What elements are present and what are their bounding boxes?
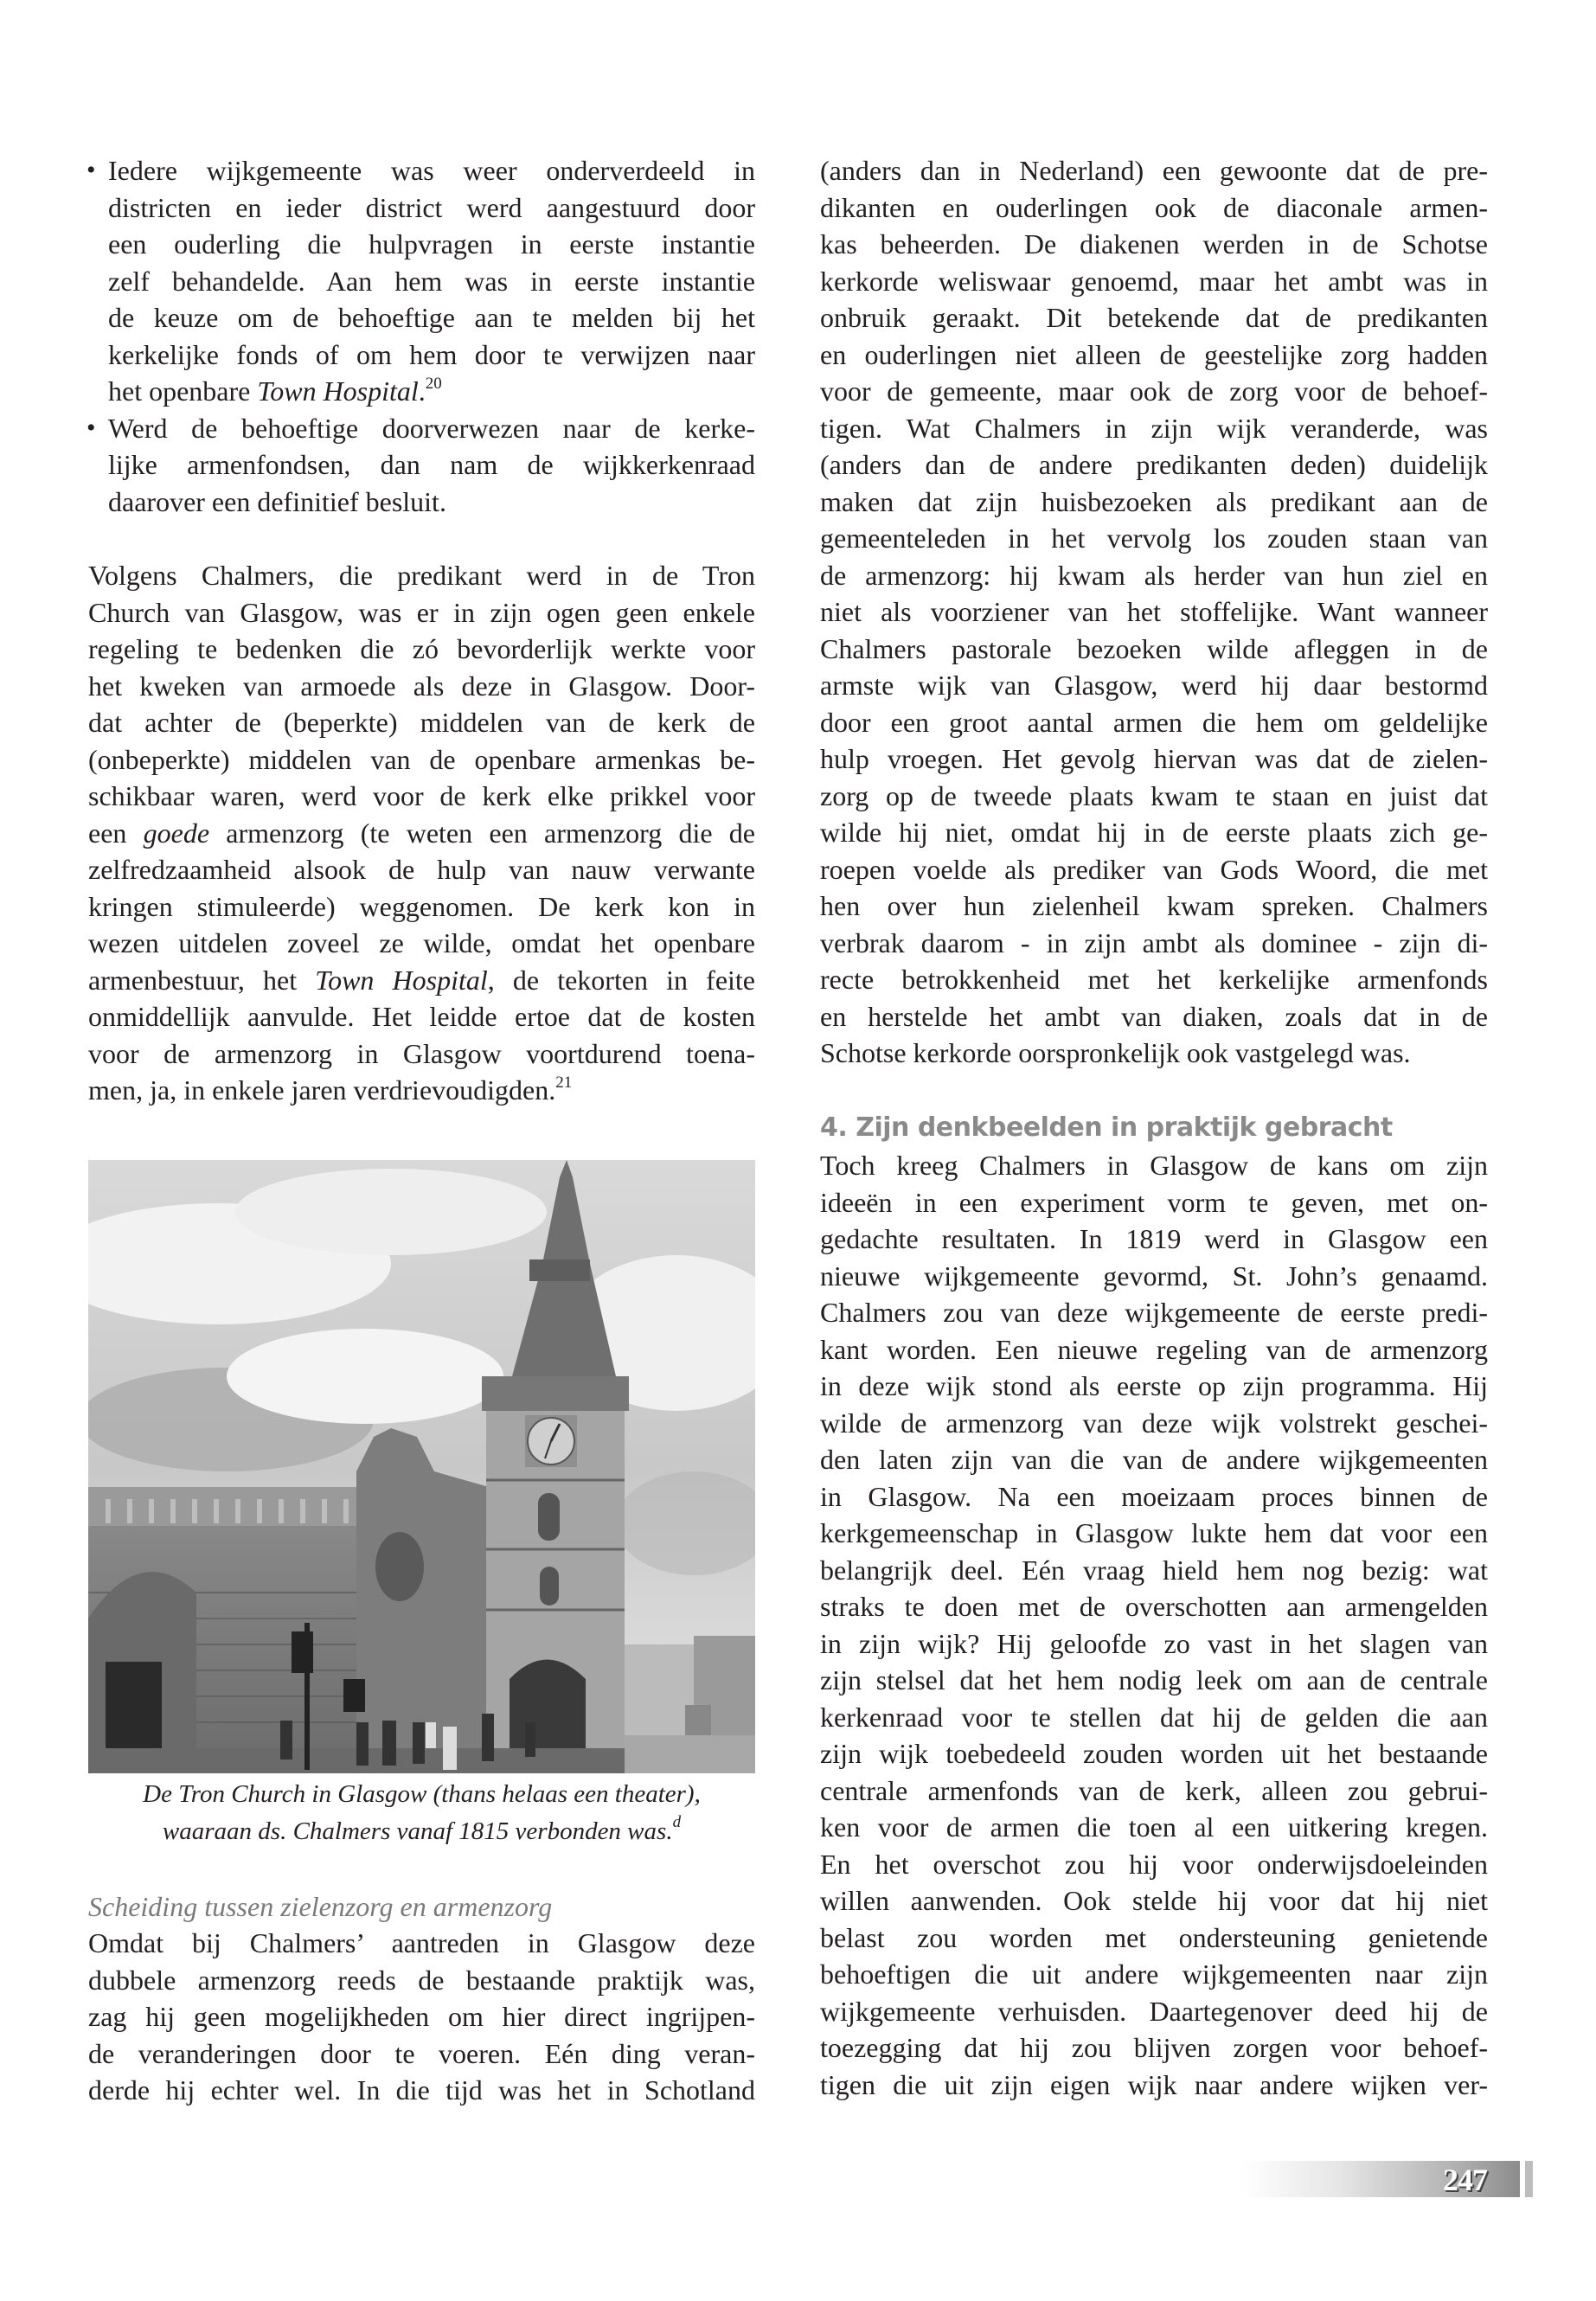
text-line: wezen uitdelen zoveel ze wilde, omdat het openbare bbox=[88, 927, 755, 958]
text-line: Chalmers pastorale bezoeken wilde afleggen in de bbox=[820, 632, 1488, 664]
text-line: hen over hun zielenheil kwam spreken. Chalmers bbox=[820, 890, 1488, 921]
text-line: wilde de armenzorg van deze wijk volstrekt geschei- bbox=[820, 1407, 1488, 1439]
text-line: verbrak daarom - in zijn ambt als dominee - zijn di- bbox=[820, 926, 1488, 958]
text-line: zorg op de tweede plaats kwam te staan en juist dat bbox=[820, 779, 1488, 811]
text-line: kerkorde weliswaar genoemd, maar het ambt was in bbox=[820, 265, 1488, 297]
text-line: (anders dan in Nederland) een gewoonte dat de pre- bbox=[820, 155, 1488, 186]
text-line: kringen stimuleerde) weggenomen. De kerk kon in bbox=[88, 890, 755, 922]
text-line: in Glasgow. Na een moeizaam proces binnen de bbox=[820, 1480, 1488, 1512]
text-line: Omdat bij Chalmers’ aantreden in Glasgow deze bbox=[88, 1927, 755, 1958]
text-line: kas beheerden. De diakenen werden in de Schotse bbox=[820, 228, 1488, 260]
text-line: onmiddellijk aanvulde. Het leidde ertoe dat de kosten bbox=[88, 1001, 755, 1032]
text-line: willen aanwenden. Ook stelde hij voor dat hij niet bbox=[820, 1885, 1488, 1916]
text-line: (onbeperkte) middelen van de openbare armenkas be- bbox=[88, 743, 755, 775]
text-line: nieuwe wijkgemeente gevormd, St. John’s genaamd. bbox=[820, 1259, 1488, 1292]
text-line: belangrijk deel. Eén vraag hield hem nog bezig: wat bbox=[820, 1554, 1488, 1586]
text-line: onbruik geraakt. Dit betekende dat de predikanten bbox=[820, 302, 1488, 333]
text-line bbox=[88, 815, 755, 852]
text-line: voor de armenzorg in Glasgow voortdurend toena- bbox=[88, 1037, 755, 1069]
text-line: belast zou worden met ondersteuning genietende bbox=[820, 1921, 1488, 1953]
text-line: ken voor de armen die toen al een uitkering kregen. bbox=[820, 1811, 1488, 1843]
text-line: behoeftigen die uit andere wijkgemeenten naar zijn bbox=[820, 1958, 1488, 1990]
italic-text: goede bbox=[143, 817, 210, 849]
text-line: En het overschot zou hij voor onderwijsdoeleinden bbox=[820, 1848, 1488, 1880]
text-line: dat achter de (beperkte) middelen van de kerk de bbox=[88, 707, 755, 738]
text-line: en herstelde het ambt van diaken, zoals dat in de bbox=[820, 1000, 1488, 1032]
text-line: Church van Glasgow, was er in zijn ogen geen enkele bbox=[88, 596, 755, 628]
text-line bbox=[88, 1813, 755, 1850]
text-line: maken dat zijn huisbezoeken als predikant aan de bbox=[820, 485, 1488, 517]
text-line: kant worden. Een nieuwe regeling van de armenzorg bbox=[820, 1333, 1488, 1365]
text-line: lijke armenfondsen, dan nam de wijkkerkenraad bbox=[108, 449, 755, 480]
italic-text: Town Hospital bbox=[315, 964, 488, 996]
text-line: ideeën in een experiment vorm te geven, met on- bbox=[820, 1186, 1488, 1218]
text-segment: armenzorg (te weten een armenzorg die de bbox=[209, 817, 756, 849]
bullet-icon: • bbox=[87, 156, 96, 184]
paragraph bbox=[820, 1147, 1488, 2103]
text-line: districten en ieder district werd aangestuurd door bbox=[108, 191, 755, 223]
section-subheading: Scheiding tussen zielenzorg en armenzorg bbox=[88, 1891, 553, 1922]
text-line: de armenzorg: hij kwam als herder van hun ziel en bbox=[820, 559, 1488, 591]
text-line: Chalmers zou van deze wijkgemeente de eerste predi- bbox=[820, 1297, 1488, 1328]
text-line: Schotse kerkorde oorspronkelijk ook vastgelegd was. bbox=[820, 1037, 1411, 1068]
text-line: Volgens Chalmers, die predikant werd in de Tron bbox=[88, 560, 755, 591]
text-line: het kweken van armoede als deze in Glasgow. Door- bbox=[88, 670, 755, 702]
text-line: dubbele armenzorg reeds de bestaande praktijk was, bbox=[88, 1964, 755, 1996]
text-line: hulp vroegen. Het gevolg hiervan was dat de zielen- bbox=[820, 743, 1488, 774]
text-line: daarover een definitief besluit. bbox=[108, 485, 446, 517]
italic-text: Town Hospital bbox=[257, 375, 419, 407]
text-line: kerkgemeenschap in Glasgow lukte hem dat voor een bbox=[820, 1517, 1488, 1548]
text-line: tigen die uit zijn eigen wijk naar andere wijken ver- bbox=[820, 2068, 1488, 2100]
text-line: roepen voelde als prediker van Gods Woord, die met bbox=[820, 853, 1488, 885]
photo-image bbox=[88, 1160, 755, 1773]
text-line: dikanten en ouderlingen ook de diaconale armen- bbox=[820, 191, 1488, 223]
paragraph bbox=[88, 557, 755, 1109]
page-number-bar bbox=[1241, 2161, 1520, 2197]
text-line: een ouderling die hulpvragen in eerste instantie bbox=[108, 228, 755, 260]
text-line: Toch kreeg Chalmers in Glasgow de kans om zijn bbox=[820, 1150, 1488, 1181]
text-line: de veranderingen door te voeren. Eén ding veran- bbox=[88, 2037, 755, 2069]
text-line: recte betrokkenheid met het kerkelijke armenfonds bbox=[820, 964, 1488, 995]
text-line: derde hij echter wel. In die tijd was het in Schotland bbox=[88, 2074, 755, 2106]
text-line: kerkelijke fonds of om hem door te verwijzen naar bbox=[108, 338, 755, 370]
tron-church-photo bbox=[88, 1160, 755, 1773]
footnote-ref: d bbox=[672, 1812, 682, 1831]
page-number: 247 bbox=[1443, 2163, 1487, 2197]
text-line: zelf behandelde. Aan hem was in eerste instantie bbox=[108, 265, 755, 297]
text-segment: het openbare bbox=[108, 375, 258, 407]
page-edge-tab bbox=[1525, 2161, 1533, 2197]
text-line: regeling te bedenken die zó bevorderlijk werkte voor bbox=[88, 633, 755, 664]
text-line: gemeenteleden in het vervolg los zouden staan van bbox=[820, 522, 1488, 554]
section-heading: 4. Zijn denkbeelden in praktijk gebracht bbox=[820, 1112, 1393, 1143]
text-line: tigen. Wat Chalmers in zijn wijk veranderde, was bbox=[820, 412, 1488, 444]
paragraph bbox=[88, 1925, 755, 2109]
text-segment: . bbox=[418, 375, 426, 407]
text-segment: waaraan ds. Chalmers vanaf 1815 verbonden was. bbox=[162, 1817, 673, 1845]
text-line: straks te doen met de overschotten aan armengelden bbox=[820, 1591, 1488, 1622]
text-line: in deze wijk stond als eerste op zijn programma. Hij bbox=[820, 1370, 1488, 1401]
text-line: en ouderlingen niet alleen de geestelijke zorg hadden bbox=[820, 338, 1488, 370]
text-line: Iedere wijkgemeente was weer onderverdeeld in bbox=[108, 155, 755, 186]
text-line: schikbaar waren, werd voor de kerk elke prikkel voor bbox=[88, 780, 755, 811]
text-line: De Tron Church in Glasgow (thans helaas een theater), bbox=[143, 1780, 701, 1808]
bullet-item bbox=[88, 152, 755, 410]
text-line bbox=[108, 373, 755, 410]
text-line: gedachte resultaten. In 1819 werd in Glasgow een bbox=[820, 1223, 1488, 1254]
text-line bbox=[88, 1072, 755, 1109]
text-line: in zijn wijk? Hij geloofde zo vast in het slagen van bbox=[820, 1627, 1488, 1659]
bullet-list bbox=[88, 152, 755, 520]
text-line: wilde hij niet, omdat hij in de eerste plaats zich ge- bbox=[820, 817, 1488, 848]
text-line: Werd de behoeftige doorverwezen naar de kerke- bbox=[108, 412, 755, 444]
text-segment: , de tekorten in feite bbox=[487, 964, 756, 996]
text-line: zag hij geen mogelijkheden om hier direct ingrijpen- bbox=[88, 2001, 755, 2032]
footnote-ref: 20 bbox=[425, 375, 442, 393]
text-line: kerkenraad voor te stellen dat hij de gelden die aan bbox=[820, 1701, 1488, 1733]
text-line: zijn stelsel dat het hem nodig leek om aan de centrale bbox=[820, 1664, 1488, 1695]
text-line: zelfredzaamheid alsook de hulp van nauw verwante bbox=[88, 854, 755, 885]
footnote-ref: 21 bbox=[555, 1074, 573, 1092]
paragraph bbox=[820, 152, 1488, 1072]
bullet-item bbox=[88, 410, 755, 521]
text-line: niet als voorziener van het stoffelijke. Want wanneer bbox=[820, 596, 1488, 627]
text-line: den laten zijn van die van de andere wijkgemeenten bbox=[820, 1444, 1488, 1475]
text-segment: men, ja, in enkele jaren verdrievoudigden. bbox=[88, 1074, 556, 1106]
text-line: armste wijk van Glasgow, werd hij daar bestormd bbox=[820, 670, 1488, 701]
text-line: toezegging dat hij zou blijven zorgen voor behoef- bbox=[820, 2032, 1488, 2063]
text-line: zijn wijk toebedeeld zouden worden uit het bestaande bbox=[820, 1738, 1488, 1769]
text-line: centrale armenfonds van de kerk, alleen zou gebrui- bbox=[820, 1774, 1488, 1806]
text-line: door een groot aantal armen die hem om geldelijke bbox=[820, 706, 1488, 738]
text-line: wijkgemeente verhuisden. Daartegenover deed hij de bbox=[820, 1995, 1488, 2027]
text-line: (anders dan de andere predikanten deden) duidelijk bbox=[820, 449, 1488, 480]
text-line: voor de gemeente, maar ook de zorg voor de behoef- bbox=[820, 375, 1488, 407]
text-line bbox=[88, 962, 755, 999]
text-segment: een bbox=[88, 817, 144, 849]
bullet-icon: • bbox=[87, 413, 96, 442]
photo-caption bbox=[88, 1776, 755, 1849]
text-segment: armenbestuur, het bbox=[88, 964, 316, 996]
text-line: de keuze om de behoeftige aan te melden bij het bbox=[108, 302, 755, 333]
